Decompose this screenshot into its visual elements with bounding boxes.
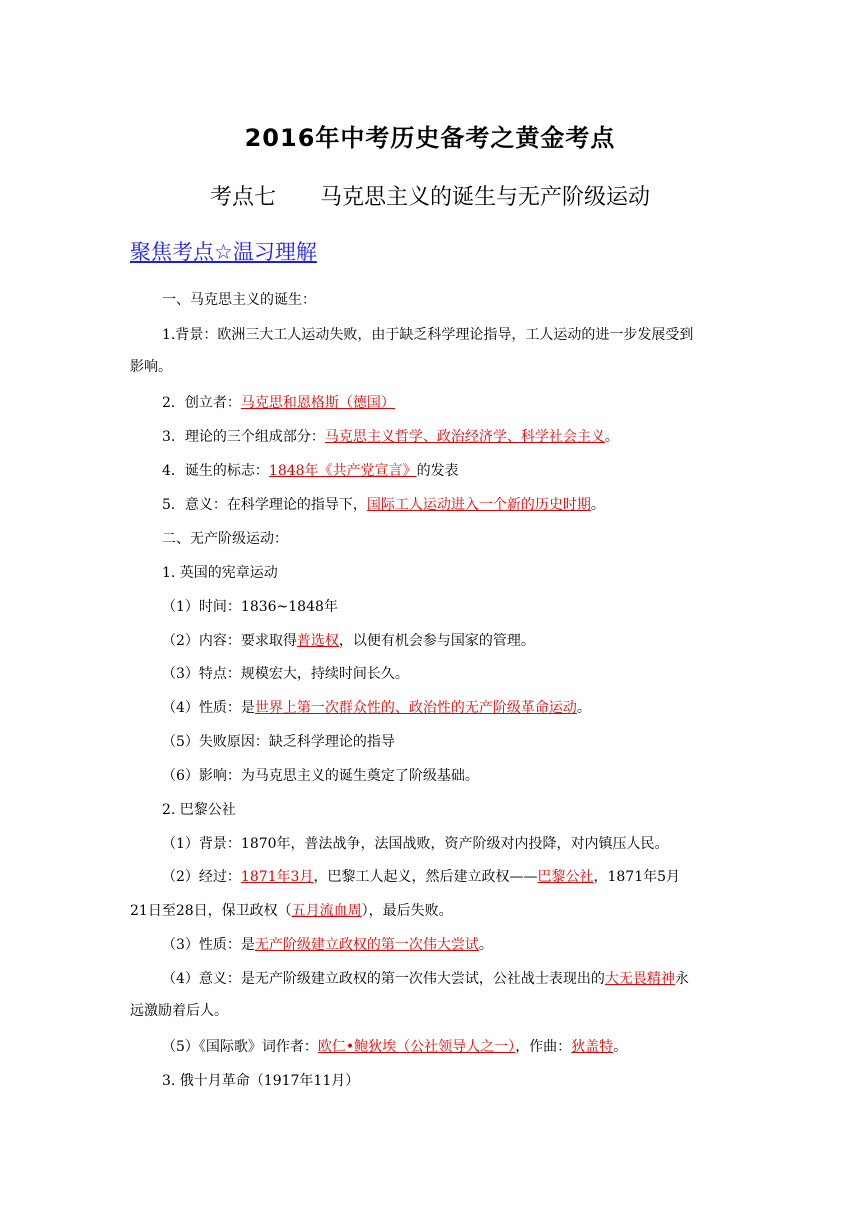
paragraph: 影响。 <box>130 359 172 375</box>
text: 4．诞生的标志： <box>162 463 269 479</box>
text: （2）经过： <box>162 869 241 885</box>
paragraph <box>162 1037 627 1057</box>
text: （4）意义：是无产阶级建立政权的第一次伟大尝试，公社战士表现出的 <box>162 971 605 987</box>
text: ，巴黎工人起义，然后建立政权—— <box>313 869 538 885</box>
text: ），最后失败。 <box>361 903 453 919</box>
paragraph: 一、马克思主义的诞生： <box>162 292 316 308</box>
paragraph: 远激励着后人。 <box>130 1003 228 1019</box>
text: 2．创立者： <box>162 395 241 411</box>
paragraph: 2. 巴黎公社 <box>162 802 236 818</box>
section-heading: 聚焦考点☆温习理解 <box>130 240 317 264</box>
paragraph <box>162 461 459 481</box>
text: 永 <box>674 971 689 987</box>
text: 。 <box>613 1039 628 1055</box>
paragraph <box>162 427 619 447</box>
highlight: 欧仁•鲍狄埃（公社领导人之一） <box>317 1039 516 1055</box>
text: 21日至28日，保卫政权（ <box>130 903 292 919</box>
highlight: 普选权 <box>296 633 339 649</box>
text: 。 <box>590 497 605 513</box>
text: （4）性质：是 <box>162 700 255 716</box>
highlight: 巴黎公社 <box>537 869 594 885</box>
text: 的发表 <box>416 463 459 479</box>
subtitle-topic-number: 考点七 <box>209 185 276 210</box>
paragraph <box>162 935 493 955</box>
text: （2）内容：要求取得 <box>162 633 297 649</box>
subtitle-topic-name: 马克思主义的诞生与无产阶级运动 <box>320 185 651 210</box>
paragraph: 3. 俄十月革命（1917年11月） <box>162 1073 360 1089</box>
text: （3）性质：是 <box>162 937 255 953</box>
paragraph: 二、无产阶级运动： <box>162 531 288 547</box>
text: 。 <box>604 429 619 445</box>
text: ，以便有机会参与国家的管理。 <box>338 633 535 649</box>
highlight: 五月流血周 <box>291 903 362 919</box>
highlight: 狄盖特 <box>571 1039 614 1055</box>
paragraph <box>162 698 591 718</box>
highlight: 1871年3月 <box>240 869 314 885</box>
paragraph: 1. 英国的宪章运动 <box>162 565 278 581</box>
text: 5．意义：在科学理论的指导下， <box>162 497 367 513</box>
paragraph <box>162 393 395 413</box>
paragraph: 1.背景：欧洲三大工人运动失败，由于缺乏科学理论指导，工人运动的进一步发展受到 <box>162 327 694 343</box>
text: 。 <box>576 700 591 716</box>
text: （5）《国际歌》词作者： <box>162 1039 318 1055</box>
highlight: 国际工人运动进入一个新的历史时期 <box>366 497 591 513</box>
paragraph <box>162 631 535 651</box>
highlight: 无产阶级建立政权的第一次伟大尝试 <box>254 937 479 953</box>
highlight: 马克思和恩格斯（德国） <box>240 395 395 411</box>
text: 3．理论的三个组成部分： <box>162 429 325 445</box>
paragraph: （5）失败原因：缺乏科学理论的指导 <box>162 734 395 750</box>
text: ，作曲： <box>515 1039 572 1055</box>
paragraph: （6）影响：为马克思主义的诞生奠定了阶级基础。 <box>162 768 479 784</box>
highlight: 大无畏精神 <box>604 971 675 987</box>
paragraph <box>162 969 689 989</box>
paragraph <box>130 901 453 921</box>
paragraph <box>162 495 605 515</box>
text: ，1871年5月 <box>593 869 681 885</box>
document-subtitle <box>0 180 860 211</box>
highlight: 马克思主义哲学、政治经济学、科学社会主义 <box>324 429 605 445</box>
paragraph: （1）背景：1870年，普法战争，法国战败，资产阶级对内投降，对内镇压人民。 <box>162 836 669 852</box>
text: 。 <box>478 937 493 953</box>
highlight: 世界上第一次群众性的、政治性的无产阶级革命运动 <box>254 700 577 716</box>
highlight: 1848年《共产党宣言》 <box>268 463 417 479</box>
paragraph <box>162 867 680 887</box>
paragraph: （3）特点：规模宏大，持续时间长久。 <box>162 666 409 682</box>
document-title: 2016年中考历史备考之黄金考点 <box>244 124 616 152</box>
paragraph: （1）时间：1836~1848年 <box>162 599 338 615</box>
